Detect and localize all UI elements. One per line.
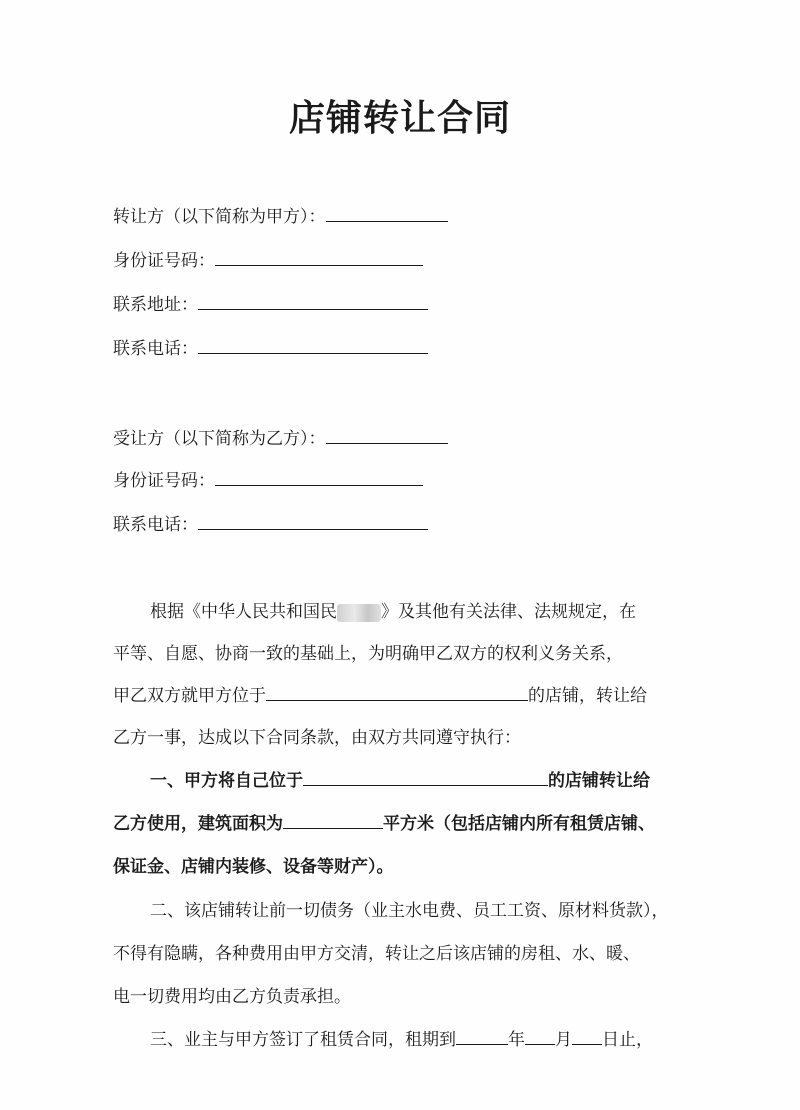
preamble-line-3 (113, 681, 688, 706)
party-a-address-label: 联系地址： (113, 295, 198, 315)
clause-1-text: 乙方使用，建筑面积为 (113, 814, 283, 834)
clause-1-line-3 (113, 852, 688, 877)
clause-3-text: 三、业主与甲方签订了租赁合同，租期到 (150, 1030, 456, 1050)
area-blank (283, 810, 383, 829)
preamble-text: 平等、自愿、协商一致的基础上，为明确甲乙双方的权利义务关系， (113, 644, 623, 664)
clause-2-line-1 (150, 896, 725, 921)
clause-1-location-blank (303, 767, 548, 786)
preamble-text: 乙方一事，达成以下合同条款，由双方共同遵守执行： (113, 728, 521, 748)
party-a-name-row (113, 202, 448, 227)
party-a-phone-label: 联系电话： (113, 339, 198, 359)
shop-location-blank (266, 682, 528, 701)
party-b-phone-blank (198, 511, 428, 530)
party-a-id-row (113, 246, 423, 271)
clause-2-line-3 (113, 982, 688, 1007)
preamble-text: 甲乙双方就甲方位于 (113, 686, 266, 706)
party-a-id-blank (215, 247, 423, 266)
day-label: 日止， (602, 1030, 653, 1050)
year-blank (456, 1026, 508, 1045)
party-a-name-label: 转让方（以下简称为甲方）： (113, 207, 326, 227)
preamble-line-1 (150, 597, 725, 622)
party-b-phone-label: 联系电话： (113, 515, 198, 535)
clause-2-line-2 (113, 939, 688, 964)
clause-3-line-1 (150, 1025, 725, 1050)
party-a-address-blank (198, 291, 428, 310)
obscured-stamp (337, 604, 381, 622)
clause-2-text: 二、该店铺转让前一切债务（业主水电费、员工工资、原材料货款）， (150, 901, 669, 921)
party-b-name-row (113, 424, 448, 449)
clause-1-text: 保证金、店铺内装修、设备等财产）。 (113, 857, 394, 877)
clause-2-text: 电一切费用均由乙方负责承担。 (113, 987, 351, 1007)
preamble-text: 根据《中华人民共和国民 (150, 602, 337, 622)
year-label: 年 (508, 1030, 525, 1050)
month-label: 月 (555, 1030, 572, 1050)
party-a-phone-row (113, 334, 428, 359)
party-a-address-row (113, 290, 428, 315)
page-title: 店铺转让合同 (288, 97, 511, 139)
preamble-line-2 (113, 639, 688, 664)
party-b-name-label: 受让方（以下简称为乙方）： (113, 429, 326, 449)
party-b-id-label: 身份证号码： (113, 471, 215, 491)
party-a-id-label: 身份证号码： (113, 251, 215, 271)
clause-1-line-1 (150, 766, 725, 791)
clause-1-line-2 (113, 809, 688, 834)
month-blank (525, 1026, 555, 1045)
day-blank (572, 1026, 602, 1045)
party-a-phone-blank (198, 335, 428, 354)
clause-2-text: 不得有隐瞒，各种费用由甲方交清，转让之后该店铺的房租、水、暖、 (113, 944, 640, 964)
preamble-text: 》及其他有关法律、法规规定，在 (381, 602, 636, 622)
party-b-name-blank (326, 425, 448, 444)
preamble-line-4 (113, 723, 688, 748)
clause-1-text: 一、甲方将自己位于 (150, 771, 303, 791)
party-b-id-blank (215, 467, 423, 486)
clause-1-text: 平方米（包括店铺内所有租赁店铺、 (383, 814, 655, 834)
preamble-text: 的店铺，转让给 (528, 686, 647, 706)
party-b-id-row (113, 466, 423, 491)
clause-1-text: 的店铺转让给 (548, 771, 650, 791)
party-a-name-blank (326, 203, 448, 222)
party-b-phone-row (113, 510, 428, 535)
